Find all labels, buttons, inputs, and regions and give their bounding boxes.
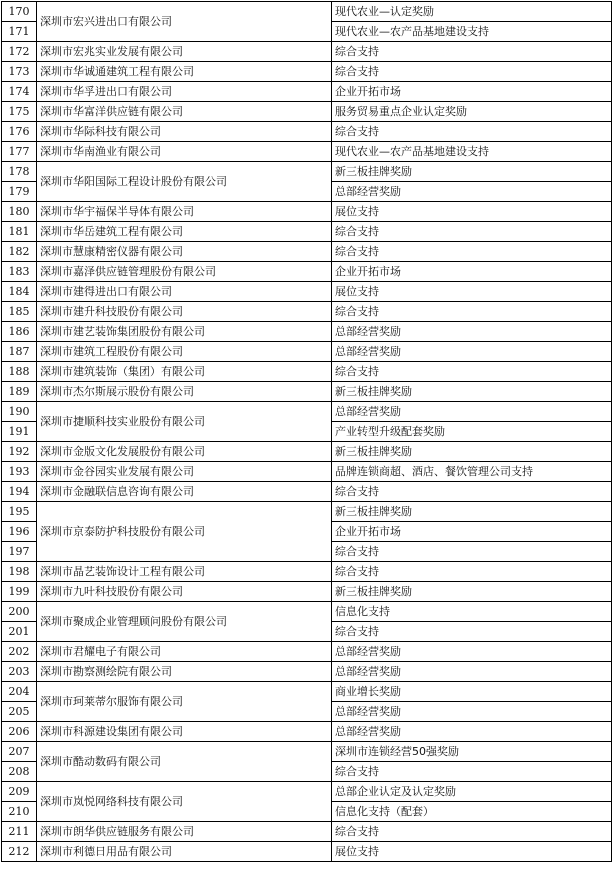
company-name: 深圳市九叶科技股份有限公司 xyxy=(37,582,332,602)
row-number: 184 xyxy=(2,282,37,302)
table-row xyxy=(2,302,612,322)
support-project: 总部经营奖励 xyxy=(332,322,612,342)
row-number: 212 xyxy=(2,842,37,862)
support-project: 新三板挂牌奖励 xyxy=(332,582,612,602)
table-row xyxy=(2,222,612,242)
row-number: 209 xyxy=(2,782,37,802)
row-number: 185 xyxy=(2,302,37,322)
row-number: 190 xyxy=(2,402,37,422)
table-row xyxy=(2,382,612,402)
table-body xyxy=(2,2,612,862)
table-row xyxy=(2,602,612,622)
row-number: 170 xyxy=(2,2,37,22)
table-row xyxy=(2,62,612,82)
table-row xyxy=(2,682,612,702)
company-name: 深圳市金谷园实业发展有限公司 xyxy=(37,462,332,482)
company-name: 深圳市利德日用品有限公司 xyxy=(37,842,332,862)
row-number: 199 xyxy=(2,582,37,602)
company-name: 深圳市慧康精密仪器有限公司 xyxy=(37,242,332,262)
table-row xyxy=(2,582,612,602)
row-number: 177 xyxy=(2,142,37,162)
row-number: 195 xyxy=(2,502,37,522)
row-number: 173 xyxy=(2,62,37,82)
support-project: 现代农业—认定奖励 xyxy=(332,2,612,22)
row-number: 201 xyxy=(2,622,37,642)
company-name: 深圳市宏兆实业发展有限公司 xyxy=(37,42,332,62)
row-number: 188 xyxy=(2,362,37,382)
company-name: 深圳市科源建设集团有限公司 xyxy=(37,722,332,742)
support-project: 展位支持 xyxy=(332,282,612,302)
support-project: 综合支持 xyxy=(332,542,612,562)
row-number: 171 xyxy=(2,22,37,42)
company-name: 深圳市嘉泽供应链管理股份有限公司 xyxy=(37,262,332,282)
company-name: 深圳市酷动数码有限公司 xyxy=(37,742,332,782)
table-row xyxy=(2,722,612,742)
company-name: 深圳市华际科技有限公司 xyxy=(37,122,332,142)
row-number: 198 xyxy=(2,562,37,582)
row-number: 176 xyxy=(2,122,37,142)
support-project: 综合支持 xyxy=(332,362,612,382)
table-row xyxy=(2,842,612,862)
company-name: 深圳市建得进出口有限公司 xyxy=(37,282,332,302)
row-number: 211 xyxy=(2,822,37,842)
table-row xyxy=(2,362,612,382)
company-name: 深圳市华阳国际工程设计股份有限公司 xyxy=(37,162,332,202)
support-project: 企业开拓市场 xyxy=(332,262,612,282)
row-number: 179 xyxy=(2,182,37,202)
row-number: 175 xyxy=(2,102,37,122)
table-row xyxy=(2,782,612,802)
company-name: 深圳市珂莱蒂尔服饰有限公司 xyxy=(37,682,332,722)
table-row xyxy=(2,282,612,302)
row-number: 210 xyxy=(2,802,37,822)
support-project: 品牌连锁商超、酒店、餐饮管理公司支持 xyxy=(332,462,612,482)
company-name: 深圳市建艺装饰集团股份有限公司 xyxy=(37,322,332,342)
row-number: 208 xyxy=(2,762,37,782)
support-project: 展位支持 xyxy=(332,202,612,222)
row-number: 206 xyxy=(2,722,37,742)
support-project: 综合支持 xyxy=(332,562,612,582)
support-project: 综合支持 xyxy=(332,42,612,62)
company-name: 深圳市建筑装饰（集团）有限公司 xyxy=(37,362,332,382)
company-name: 深圳市京泰防护科技股份有限公司 xyxy=(37,502,332,562)
table-row xyxy=(2,82,612,102)
support-project: 现代农业—农产品基地建设支持 xyxy=(332,142,612,162)
row-number: 203 xyxy=(2,662,37,682)
support-project: 综合支持 xyxy=(332,302,612,322)
company-name: 深圳市宏兴进出口有限公司 xyxy=(37,2,332,42)
row-number: 180 xyxy=(2,202,37,222)
row-number: 174 xyxy=(2,82,37,102)
company-name: 深圳市建升科技股份有限公司 xyxy=(37,302,332,322)
table-row xyxy=(2,342,612,362)
table-row xyxy=(2,142,612,162)
company-name: 深圳市朗华供应链服务有限公司 xyxy=(37,822,332,842)
support-project: 总部经营奖励 xyxy=(332,182,612,202)
row-number: 172 xyxy=(2,42,37,62)
support-project: 信息化支持（配套） xyxy=(332,802,612,822)
support-project: 展位支持 xyxy=(332,842,612,862)
row-number: 204 xyxy=(2,682,37,702)
company-name: 深圳市勘察测绘院有限公司 xyxy=(37,662,332,682)
row-number: 181 xyxy=(2,222,37,242)
support-project: 企业开拓市场 xyxy=(332,522,612,542)
table-row xyxy=(2,202,612,222)
support-project: 深圳市连锁经营50强奖励 xyxy=(332,742,612,762)
row-number: 182 xyxy=(2,242,37,262)
company-name: 深圳市杰尔斯展示股份有限公司 xyxy=(37,382,332,402)
support-project: 总部经营奖励 xyxy=(332,722,612,742)
company-name: 深圳市华南渔业有限公司 xyxy=(37,142,332,162)
company-name: 深圳市岚悦网络科技有限公司 xyxy=(37,782,332,822)
subsidy-table xyxy=(1,1,612,862)
row-number: 193 xyxy=(2,462,37,482)
table-row xyxy=(2,742,612,762)
table-row xyxy=(2,462,612,482)
support-project: 新三板挂牌奖励 xyxy=(332,442,612,462)
support-project: 企业开拓市场 xyxy=(332,82,612,102)
company-name: 深圳市晶艺装饰设计工程有限公司 xyxy=(37,562,332,582)
table-row xyxy=(2,122,612,142)
table-row xyxy=(2,402,612,422)
company-name: 深圳市华宇福保半导体有限公司 xyxy=(37,202,332,222)
company-name: 深圳市华孚进出口有限公司 xyxy=(37,82,332,102)
table-row xyxy=(2,442,612,462)
company-name: 深圳市聚成企业管理顾问股份有限公司 xyxy=(37,602,332,642)
support-project: 综合支持 xyxy=(332,622,612,642)
company-name: 深圳市华富洋供应链有限公司 xyxy=(37,102,332,122)
company-name: 深圳市金融联信息咨询有限公司 xyxy=(37,482,332,502)
table-row xyxy=(2,562,612,582)
support-project: 现代农业—农产品基地建设支持 xyxy=(332,22,612,42)
table-row xyxy=(2,102,612,122)
support-project: 总部经营奖励 xyxy=(332,342,612,362)
support-project: 新三板挂牌奖励 xyxy=(332,502,612,522)
support-project: 总部企业认定及认定奖励 xyxy=(332,782,612,802)
row-number: 200 xyxy=(2,602,37,622)
support-project: 新三板挂牌奖励 xyxy=(332,162,612,182)
table-row xyxy=(2,642,612,662)
support-project: 综合支持 xyxy=(332,242,612,262)
row-number: 202 xyxy=(2,642,37,662)
row-number: 205 xyxy=(2,702,37,722)
row-number: 196 xyxy=(2,522,37,542)
table-row xyxy=(2,662,612,682)
company-name: 深圳市捷顺科技实业股份有限公司 xyxy=(37,402,332,442)
support-project: 总部经营奖励 xyxy=(332,642,612,662)
table-row xyxy=(2,262,612,282)
company-name: 深圳市金版文化发展股份有限公司 xyxy=(37,442,332,462)
row-number: 207 xyxy=(2,742,37,762)
row-number: 192 xyxy=(2,442,37,462)
table-row xyxy=(2,2,612,22)
row-number: 191 xyxy=(2,422,37,442)
table-row xyxy=(2,322,612,342)
support-project: 服务贸易重点企业认定奖励 xyxy=(332,102,612,122)
support-project: 总部经营奖励 xyxy=(332,662,612,682)
support-project: 综合支持 xyxy=(332,762,612,782)
table-row xyxy=(2,242,612,262)
table-row xyxy=(2,482,612,502)
support-project: 综合支持 xyxy=(332,62,612,82)
support-project: 产业转型升级配套奖励 xyxy=(332,422,612,442)
row-number: 178 xyxy=(2,162,37,182)
support-project: 总部经营奖励 xyxy=(332,402,612,422)
support-project: 总部经营奖励 xyxy=(332,702,612,722)
row-number: 187 xyxy=(2,342,37,362)
support-project: 新三板挂牌奖励 xyxy=(332,382,612,402)
support-project: 综合支持 xyxy=(332,122,612,142)
row-number: 194 xyxy=(2,482,37,502)
company-name: 深圳市君耀电子有限公司 xyxy=(37,642,332,662)
support-project: 综合支持 xyxy=(332,822,612,842)
row-number: 189 xyxy=(2,382,37,402)
support-project: 信息化支持 xyxy=(332,602,612,622)
table-row xyxy=(2,42,612,62)
company-name: 深圳市华诚通建筑工程有限公司 xyxy=(37,62,332,82)
table-row xyxy=(2,502,612,522)
company-name: 深圳市华岳建筑工程有限公司 xyxy=(37,222,332,242)
table-row xyxy=(2,162,612,182)
row-number: 186 xyxy=(2,322,37,342)
row-number: 197 xyxy=(2,542,37,562)
row-number: 183 xyxy=(2,262,37,282)
company-name: 深圳市建筑工程股份有限公司 xyxy=(37,342,332,362)
support-project: 综合支持 xyxy=(332,222,612,242)
table-row xyxy=(2,822,612,842)
support-project: 商业增长奖励 xyxy=(332,682,612,702)
support-project: 综合支持 xyxy=(332,482,612,502)
